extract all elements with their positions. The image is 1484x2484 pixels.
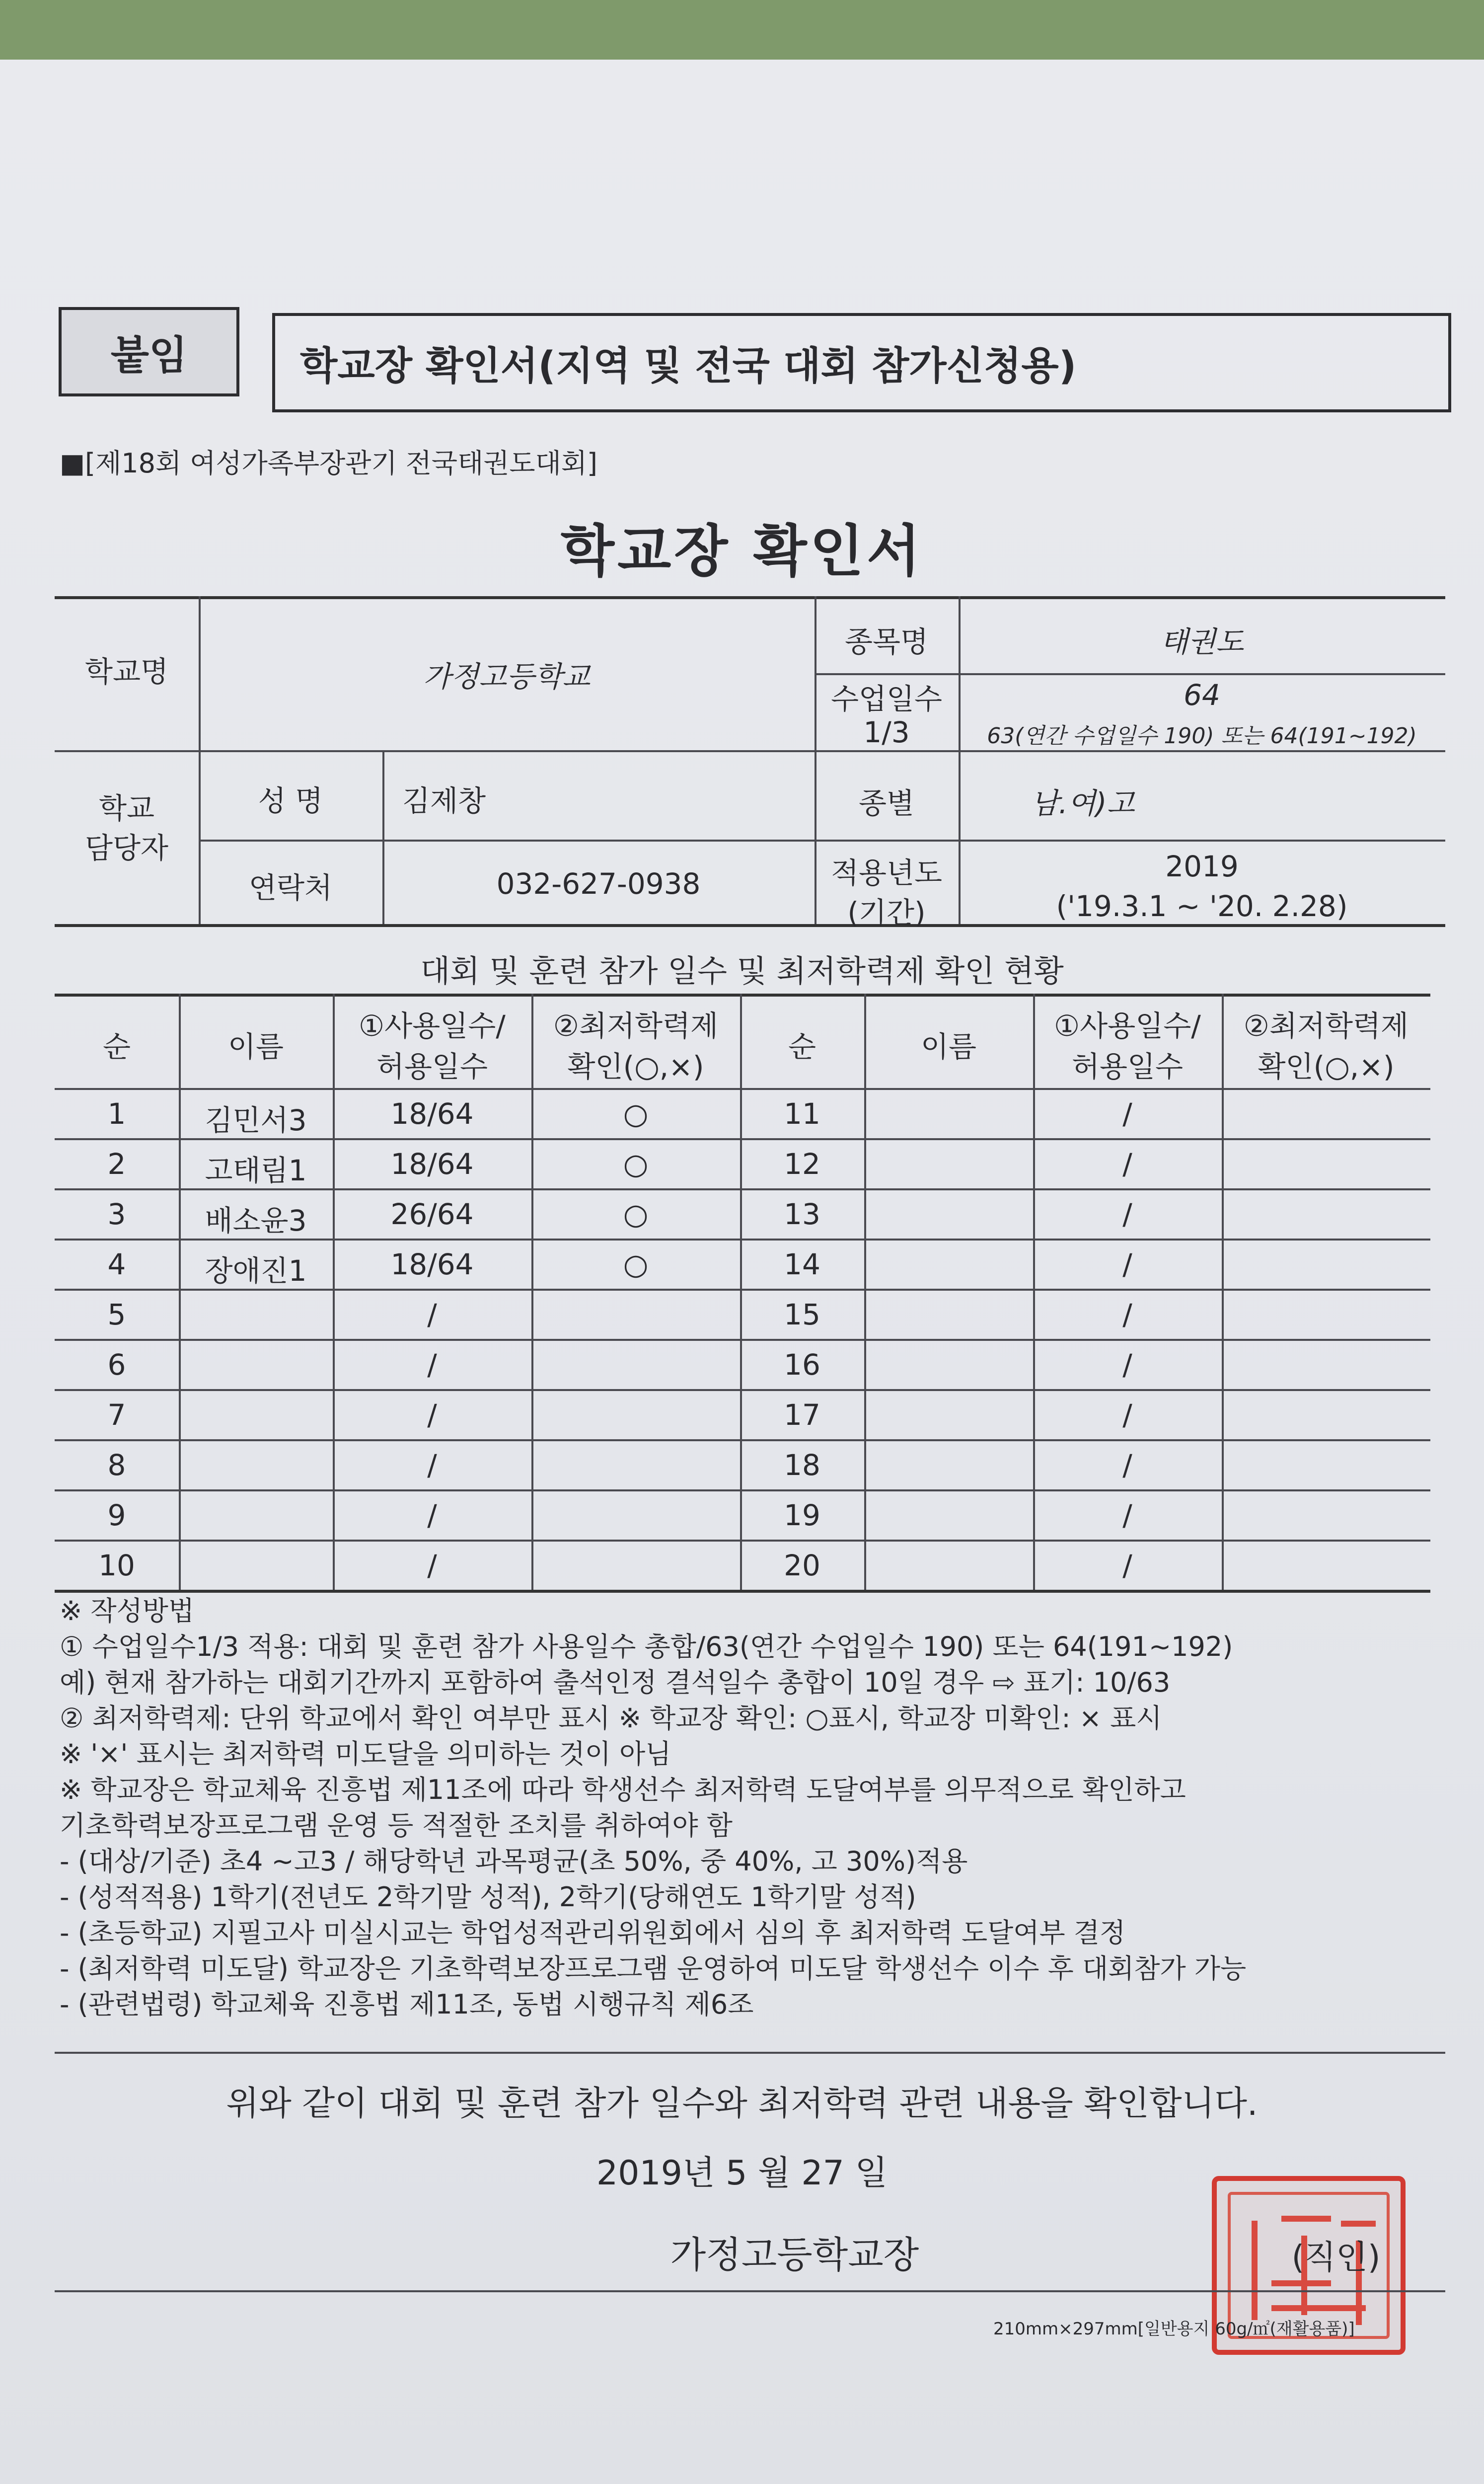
- gender-label: 종별: [858, 786, 915, 820]
- row-number: 14: [784, 1247, 820, 1281]
- section-title: 대회 및 훈련 참가 일수 및 최저학력제 확인 현황: [420, 953, 1064, 989]
- row-number: 15: [784, 1298, 820, 1331]
- academic-check: ○: [623, 1097, 649, 1131]
- days-used: 18/64: [390, 1097, 474, 1131]
- table-row-border: [55, 1540, 1430, 1542]
- days-used: /: [427, 1348, 437, 1382]
- instruction-line: - (대상/기준) 초4 ~고3 / 해당학년 과목평균(초 50%, 중 40%, 고 30%)적용: [60, 1846, 968, 1877]
- row-number: 7: [107, 1398, 126, 1432]
- header-min-check: 확인(○,×): [1258, 1050, 1395, 1084]
- header-name: 이름: [920, 1030, 977, 1064]
- academic-check: ○: [623, 1147, 649, 1181]
- header-used-days: ①사용일수/: [1054, 1009, 1201, 1043]
- row-number: 18: [784, 1448, 820, 1482]
- attachment-label: 붙임: [59, 307, 239, 396]
- table-col-line: [864, 994, 866, 1590]
- info-table-top-border: [55, 596, 1445, 599]
- row-number: 2: [107, 1147, 126, 1181]
- info-divider: [199, 840, 1445, 842]
- name-value: 김제창: [402, 784, 486, 818]
- table-row-border: [55, 1489, 1430, 1491]
- athlete-name: 고태림1: [205, 1154, 307, 1187]
- seal-mark: [1341, 2221, 1376, 2227]
- header-name: 이름: [227, 1030, 284, 1064]
- days-used: /: [427, 1298, 437, 1331]
- days-used: /: [1122, 1549, 1132, 1582]
- days-used: /: [427, 1549, 437, 1582]
- name-label: 성 명: [258, 784, 323, 818]
- days-used: /: [1122, 1448, 1132, 1482]
- year-period-label: (기간): [847, 896, 926, 930]
- row-number: 12: [784, 1147, 820, 1181]
- days-used: /: [427, 1498, 437, 1532]
- row-number: 10: [98, 1549, 135, 1582]
- instruction-line: - (관련법령) 학교체육 진흥법 제11조, 동법 시행규칙 제6조: [60, 1989, 754, 2020]
- row-number: 9: [107, 1498, 126, 1532]
- table-col-line: [179, 994, 181, 1590]
- row-number: 1: [107, 1097, 126, 1131]
- row-number: 8: [107, 1448, 126, 1482]
- school-name-value: 가정고등학교: [423, 660, 591, 694]
- seal-label: (직인): [1291, 2238, 1381, 2276]
- days-used: /: [1122, 1247, 1132, 1281]
- instruction-line: ※ 작성방법: [60, 1595, 195, 1627]
- header-allowed-days: 허용일수: [376, 1050, 488, 1084]
- seal-mark: [1281, 2216, 1331, 2222]
- instruction-line: ① 수업일수1/3 적용: 대회 및 훈련 참가 사용일수 총합/63(연간 수업일수 190) 또는 64(191~192): [60, 1631, 1233, 1662]
- academic-check: ○: [623, 1197, 649, 1231]
- header-used-days: ①사용일수/: [359, 1009, 506, 1043]
- row-number: 17: [784, 1398, 820, 1432]
- sport-label: 종목명: [844, 625, 929, 659]
- info-divider: [55, 750, 1445, 752]
- instruction-line: - (초등학교) 지필고사 미실시교는 학업성적관리위원회에서 심의 후 최저학력 도달여부 결정: [60, 1917, 1126, 1948]
- instruction-line: 기초학력보장프로그램 운영 등 적절한 조치를 취하여야 함: [60, 1810, 733, 1841]
- notes-divider: [55, 2052, 1445, 2054]
- principal-name: 가정고등학교장: [670, 2234, 919, 2276]
- header-no: 순: [788, 1030, 816, 1064]
- days-used: 18/64: [390, 1247, 474, 1281]
- athlete-name: 장애진1: [205, 1254, 307, 1288]
- days-used: /: [1122, 1398, 1132, 1432]
- phone-label: 연락처: [248, 871, 333, 905]
- header-min-check: 확인(○,×): [567, 1050, 704, 1084]
- sport-value: 태권도: [1160, 625, 1244, 659]
- gender-value: 남.여)고: [1031, 786, 1135, 820]
- document-title: 학교장 확인서: [560, 519, 924, 584]
- footer-divider: [55, 2290, 1445, 2292]
- table-top-border: [55, 994, 1430, 997]
- row-number: 16: [784, 1348, 820, 1382]
- school-days-note: 63(연간 수업일수 190) 또는 64(191~192): [987, 723, 1417, 749]
- contact-label-2: 담당자: [84, 831, 169, 865]
- instruction-line: - (성적적용) 1학기(전년도 2학기말 성적), 2학기(당해연도 1학기말 성적): [60, 1881, 916, 1913]
- header-min-academic: ②최저학력제: [1243, 1009, 1409, 1043]
- days-used: /: [1122, 1147, 1132, 1181]
- header-allowed-days: 허용일수: [1071, 1050, 1184, 1084]
- academic-check: ○: [623, 1247, 649, 1281]
- table-row-border: [55, 1439, 1430, 1441]
- row-number: 5: [107, 1298, 126, 1331]
- header-no: 순: [102, 1030, 131, 1064]
- row-number: 11: [784, 1097, 820, 1131]
- days-used: 18/64: [390, 1147, 474, 1181]
- row-number: 13: [784, 1197, 820, 1231]
- event-name: ■[제18회 여성가족부장관기 전국태권도대회]: [60, 448, 597, 479]
- table-row-border: [55, 1590, 1430, 1593]
- days-used: /: [1122, 1348, 1132, 1382]
- table-header-border: [55, 1088, 1430, 1090]
- school-name-label: 학교명: [84, 655, 169, 689]
- days-used: 26/64: [390, 1197, 474, 1231]
- school-days-value: 64: [1184, 678, 1220, 712]
- athlete-name: 배소윤3: [205, 1204, 307, 1238]
- year-label: 적용년도: [830, 856, 943, 890]
- instruction-line: ② 최저학력제: 단위 학교에서 확인 여부만 표시 ※ 학교장 확인: ○표시, 학교장 미확인: × 표시: [60, 1703, 1162, 1734]
- seal-mark: [1271, 2280, 1331, 2286]
- table-row-border: [55, 1389, 1430, 1391]
- info-table-bottom-border: [55, 924, 1445, 927]
- instruction-line: - (최저학력 미도달) 학교장은 기초학력보장프로그램 운영하여 미도달 학생선수 이수 후 대회참가 가능: [60, 1953, 1247, 1984]
- days-used: /: [427, 1398, 437, 1432]
- days-used: /: [427, 1448, 437, 1482]
- seal-mark: [1271, 2305, 1366, 2311]
- row-number: 19: [784, 1498, 820, 1532]
- contact-label: 학교: [98, 791, 155, 825]
- instruction-line: ※ '×' 표시는 최저학력 미도달을 의미하는 것이 아님: [60, 1738, 671, 1770]
- days-used: /: [1122, 1097, 1132, 1131]
- seal-mark: [1252, 2221, 1258, 2320]
- phone-value: 032-627-0938: [496, 867, 701, 901]
- header-min-academic: ②최저학력제: [553, 1009, 719, 1043]
- school-days-label: 수업일수: [830, 682, 943, 716]
- row-number: 4: [107, 1247, 126, 1281]
- row-number: 20: [784, 1549, 820, 1582]
- row-number: 3: [107, 1197, 126, 1231]
- athlete-name: 김민서3: [205, 1103, 307, 1137]
- instruction-line: ※ 학교장은 학교체육 진흥법 제11조에 따라 학생선수 최저학력 도달여부를 의무적으로 확인하고: [60, 1774, 1186, 1805]
- header-title: 학교장 확인서(지역 및 전국 대회 참가신청용): [272, 313, 1451, 412]
- confirmation-text: 위와 같이 대회 및 훈련 참가 일수와 최저학력 관련 내용을 확인합니다.: [226, 2084, 1258, 2123]
- confirmation-date: 2019년 5 월 27 일: [596, 2154, 888, 2193]
- instruction-line: 예) 현재 참가하는 대회기간까지 포함하여 출석인정 결석일수 총합이 10일 경우 ⇨ 표기: 10/63: [60, 1667, 1171, 1698]
- year-value: 2019: [1165, 850, 1239, 883]
- paper-spec-footnote: 210mm×297mm[일반용지 60g/㎡(재활용품)]: [993, 2319, 1355, 2339]
- info-divider: [815, 673, 1445, 675]
- days-used: /: [1122, 1197, 1132, 1231]
- days-used: /: [1122, 1298, 1132, 1331]
- row-number: 6: [107, 1348, 126, 1382]
- days-used: /: [1122, 1498, 1132, 1532]
- school-days-fraction-label: 1/3: [863, 715, 910, 749]
- year-period: ('19.3.1 ~ '20. 2.28): [1056, 889, 1348, 923]
- table-row-border: [55, 1339, 1430, 1341]
